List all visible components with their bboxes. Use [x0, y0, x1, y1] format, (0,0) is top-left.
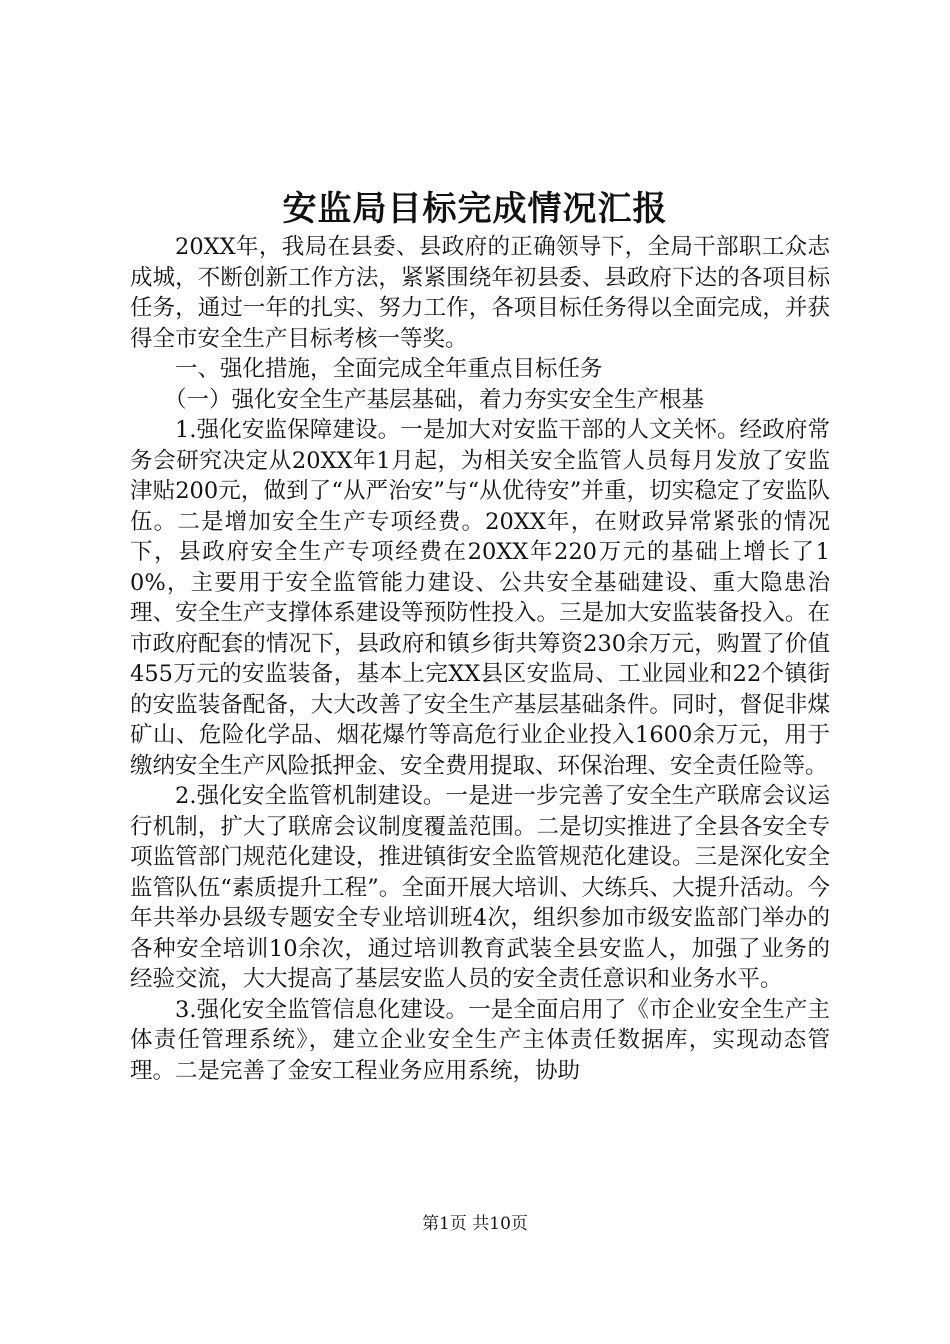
document-body [130, 232, 830, 1086]
paragraph-item-3: 3.强化安全监管信息化建设。一是全面启用了《市企业安全生产主体责任管理系统》，建立企业安全生产主体责任数据库，实现动态管理。二是完善了金安工程业务应用系统，协助 [130, 996, 830, 1084]
document-title: 安监局目标完成情况汇报 [282, 189, 668, 229]
paragraph-item-1: 1.强化安监保障建设。一是加大对安监干部的人文关怀。经政府常务会研究决定从20XX年1月起，为相关安全监管人员每月发放了安监津贴200元，做到了“从严治安”与“从优待安”并重，切实稳定了安监队伍。二是增加安全生产专项经费。20XX年，在财政异常紧张的情况下，县政府安全生产专项经费在20XX年220万元的基础上增长了10%，主要用于安全监管能力建设、公共安全基础建设、重大隐患治理、安全生产支撑体系建设等预防性投入。三是加大安监装备投入。在市政府配套的情况下，县政府和镇乡街共筹资230余万元，购置了价值455万元的安监装备，基本上完XX县区安监局、工业园业和22个镇街的安监装备配备，大大改善了安全生产基层基础条件。同时，督促非煤矿山、危险化学品、烟花爆竹等高危行业企业投入1600余万元，用于缴纳安全生产风险抵押金、安全费用提取、环保治理、安全责任险等。 [130, 417, 830, 779]
subsection-heading-1: （一）强化安全生产基层基础，着力夯实安全生产根基 [164, 386, 705, 413]
paragraph-intro: 20XX年，我局在县委、县政府的正确领导下，全局干部职工众志成城，不断创新工作方法，紧紧围绕年初县委、县政府下达的各项目标任务，通过一年的扎实、努力工作，各项目标任务得以全面完成，并获得全市安全生产目标考核一等奖。 [130, 234, 830, 352]
paragraph-item-2: 2.强化安全监管机制建设。一是进一步完善了安全生产联席会议运行机制，扩大了联席会议制度覆盖范围。二是切实推进了全县各安全专项监管部门规范化建设，推进镇街安全监管规范化建设。三是深化安全监管队伍“素质提升工程”。全面开展大培训、大练兵、大提升活动。今年共举办县级专题安全专业培训班4次，组织参加市级安监部门举办的各种安全培训10余次，通过培训教育武装全县安监人，加强了业务的经验交流，大大提高了基层安监人员的安全责任意识和业务水平。 [130, 783, 830, 992]
page-footer: 第1页 共10页 [422, 1214, 528, 1234]
section-heading-1: 一、强化措施，全面完成全年重点目标任务 [175, 356, 603, 382]
